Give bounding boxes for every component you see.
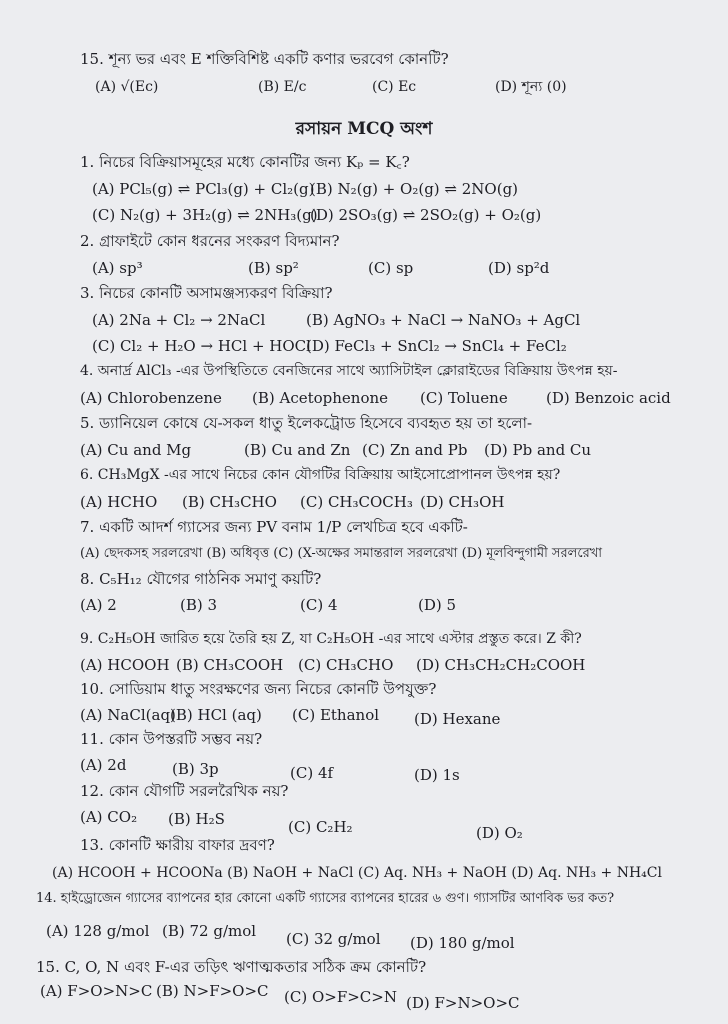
question-text: 11. কোন উপস্তরটি সম্ভব নয়?: [80, 730, 263, 748]
option: (D) 2SO₃(g) ⇌ 2SO₂(g) + O₂(g): [310, 206, 542, 224]
option: (D) শূন্য (0): [495, 79, 567, 95]
option: (D) FeCl₃ + SnCl₂ → SnCl₄ + FeCl₂: [306, 337, 567, 355]
option: (A) Cu and Mg: [80, 441, 192, 459]
option: (D) F>N>O>C: [406, 994, 520, 1012]
option: (B) CH₃COOH: [176, 656, 284, 674]
option: (A) √(Ec): [95, 79, 159, 95]
option: (C) N₂(g) + 3H₂(g) ⇌ 2NH₃(g): [92, 206, 318, 224]
option: (A) ছেদকসহ সরলরেখা (B) অধিবৃত্ত (C) (X-অক্ষের সমান্তরাল সরলরেখা (D) মূলবিন্দুগামী সরলরেখা: [80, 546, 603, 561]
option: (C) Ethanol: [292, 706, 380, 724]
option: (A) HCHO: [80, 493, 158, 511]
question-text: 5. ড্যানিয়েল কোষে যে-সকল ধাতু ইলেকট্রোড হিসেবে ব্যবহৃত হয় তা হলো-: [80, 414, 533, 432]
option: (D) 5: [418, 596, 457, 614]
option: (C) C₂H₂: [288, 818, 353, 836]
option: (B) 3: [180, 596, 218, 614]
option: (B) AgNO₃ + NaCl → NaNO₃ + AgCl: [306, 311, 581, 329]
option: (B) E/c: [258, 79, 307, 95]
option: (A) F>O>N>C: [40, 982, 153, 1000]
question-text: 6. CH₃MgX -এর সাথে নিচের কোন যৌগটির বিক্রিয়ায় আইসোপ্রোপানল উৎপন্ন হয়?: [80, 467, 561, 483]
question-text: 3. নিচের কোনটি অসামঞ্জস্যকরণ বিক্রিয়া?: [80, 284, 333, 302]
question-text: 15. C, O, N এবং F-এর তড়িৎ ঋণাত্মকতার সঠিক ক্রম কোনটি?: [36, 958, 427, 976]
option: (C) Zn and Pb: [362, 441, 468, 459]
option: (C) O>F>C>N: [284, 988, 397, 1006]
option: (A) PCl₅(g) ⇌ PCl₃(g) + Cl₂(g): [92, 180, 315, 198]
option: (A) 2Na + Cl₂ → 2NaCl: [92, 311, 266, 329]
option: (B) CH₃CHO: [182, 493, 277, 511]
question-text: 12. কোন যৌগটি সরলরৈখিক নয়?: [80, 782, 289, 800]
question-text: 8. C₅H₁₂ যৌগের গাঠনিক সমাণু কয়টি?: [80, 570, 322, 588]
option: (C) 32 g/mol: [286, 930, 381, 948]
option: (D) 1s: [414, 766, 460, 784]
option: (D) Pb and Cu: [484, 441, 592, 459]
option: (C) CH₃CHO: [298, 656, 394, 674]
option: (B) 3p: [172, 760, 219, 778]
question-text: 1. নিচের বিক্রিয়াসমূহের মধ্যে কোনটির জন্য Kₚ = K꜀?: [80, 153, 410, 171]
option: (D) O₂: [476, 824, 523, 842]
option: (A) NaCl(aq): [80, 706, 176, 724]
option: (D) CH₃OH: [420, 493, 505, 511]
option: (A) sp³: [92, 259, 143, 277]
option: (D) 180 g/mol: [410, 934, 515, 952]
option: (D) Hexane: [414, 710, 501, 728]
option: (A) 2d: [80, 756, 127, 774]
question-text: 2. গ্রাফাইটে কোন ধরনের সংকরণ বিদ্যমান?: [80, 232, 340, 250]
option: (C) 4: [300, 596, 338, 614]
option: (B) Cu and Zn: [244, 441, 351, 459]
option: (B) HCl (aq): [170, 706, 262, 724]
option: (A) Chlorobenzene: [80, 389, 222, 407]
section-title: রসায়ন MCQ অংশ: [295, 119, 433, 139]
option: (C) sp: [368, 259, 414, 277]
question-text: 7. একটি আদর্শ গ্যাসের জন্য PV বনাম 1/P লেখচিত্র হবে একটি-: [80, 518, 468, 536]
option: (A) CO₂: [80, 808, 138, 826]
option: (C) Toluene: [420, 389, 508, 407]
question-text: 14. হাইড্রোজেন গ্যাসের ব্যাপনের হার কোনো একটি গ্যাসের ব্যাপনের হারের ৬ গুণ। গ্যাসটির আণবিক ভর কত?: [36, 891, 615, 906]
option: (B) H₂S: [168, 810, 225, 828]
option: (C) Ec: [372, 79, 417, 95]
option: (D) Benzoic acid: [546, 389, 671, 407]
option: (D) sp²d: [488, 259, 550, 277]
option: (A) HCOOH + HCOONa (B) NaOH + NaCl (C) Aq. NH₃ + NaOH (D) Aq. NH₃ + NH₄Cl: [52, 865, 662, 881]
option: (A) 128 g/mol: [46, 922, 150, 940]
question-text: 4. অনার্দ্র AlCl₃ -এর উপস্থিতিতে বেনজিনের সাথে অ্যাসিটাইল ক্লোরাইডের বিক্রিয়ায় উৎপন্ন হয়-: [80, 363, 618, 379]
option: (A) HCOOH: [80, 656, 170, 674]
option: (B) N₂(g) + O₂(g) ⇌ 2NO(g): [310, 180, 519, 198]
question-text: 9. C₂H₅OH জারিত হয়ে তৈরি হয় Z, যা C₂H₅OH -এর সাথে এস্টার প্রস্তুত করে। Z কী?: [80, 631, 582, 647]
option: (B) N>F>O>C: [156, 982, 269, 1000]
question-text: 15. শূন্য ভর এবং E শক্তিবিশিষ্ট একটি কণার ভরবেগ কোনটি?: [80, 50, 449, 68]
option: (B) sp²: [248, 259, 299, 277]
option: (C) CH₃COCH₃: [300, 493, 413, 511]
option: (A) 2: [80, 596, 117, 614]
option: (B) Acetophenone: [252, 389, 389, 407]
option: (D) CH₃CH₂CH₂COOH: [416, 656, 586, 674]
question-text: 10. সোডিয়াম ধাতু সংরক্ষণের জন্য নিচের কোনটি উপযুক্ত?: [80, 680, 437, 698]
question-text: 13. কোনটি ক্ষারীয় বাফার দ্রবণ?: [80, 836, 275, 854]
option: (B) 72 g/mol: [162, 922, 257, 940]
option: (C) 4f: [290, 764, 334, 782]
option: (C) Cl₂ + H₂O → HCl + HOCl: [92, 337, 311, 355]
